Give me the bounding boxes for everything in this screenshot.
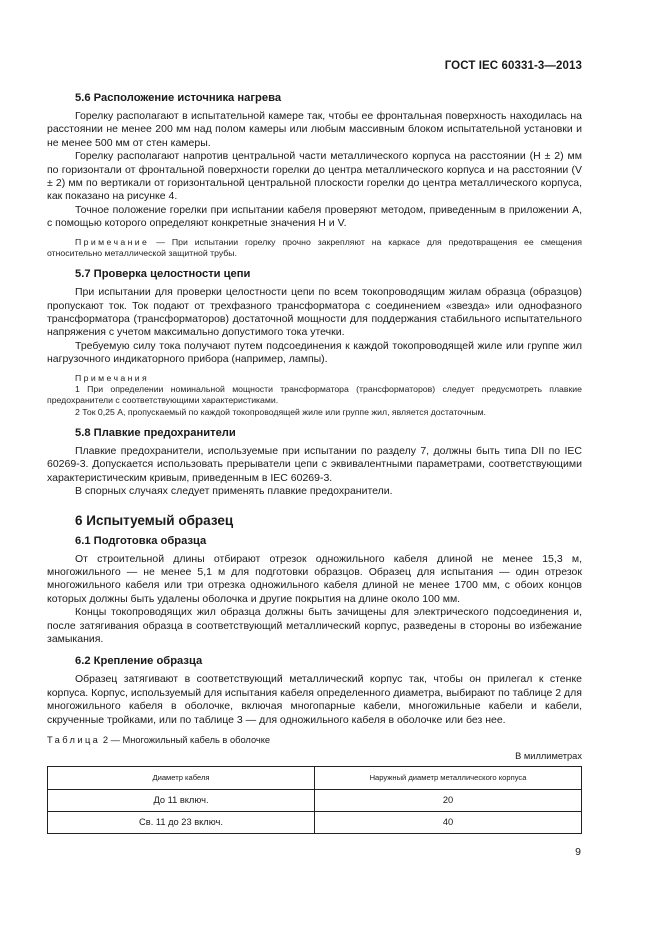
table-2 — [47, 766, 582, 834]
note-1: 1 При определении номинальной мощности трансформатора (трансформаторов) следует предусмотреть плавкие предохранители с соответствующими характеристиками. — [47, 383, 582, 406]
table-row — [48, 789, 582, 811]
column-header: Наружный диаметр металлического корпуса — [315, 766, 582, 789]
heading-5-6: 5.6 Расположение источника нагрева — [75, 92, 282, 104]
table-caption: Таблица 2 — Многожильный кабель в оболочке — [47, 734, 271, 745]
heading-6-1: 6.1 Подготовка образца — [75, 534, 207, 547]
column-header: Диаметр кабеля — [48, 766, 315, 789]
table-cell: 40 — [315, 811, 582, 833]
note — [47, 237, 582, 260]
table-header-row — [48, 766, 582, 789]
paragraph: Горелку располагают напротив центральной части металлического корпуса на расстоянии (H ± 2) мм по горизонтали от фронтальной поверхности горелки до центра металлического корпуса и на расстоянии (V ± 2) мм по вертикали от горизонтальной центральной плоскости горелки до центра металлического корпуса, как показано на рисунке 4. — [47, 150, 582, 203]
note-2: 2 Ток 0,25 А, пропускаемый по каждой токопроводящей жиле или группе жил, является достаточным. — [75, 406, 486, 417]
page-number: 9 — [575, 846, 581, 858]
standard-designation: ГОСТ IEC 60331-3—2013 — [444, 60, 582, 72]
table-unit: В миллиметрах — [515, 750, 582, 761]
paragraph: Концы токопроводящих жил образца должны быть зачищены для электрического подсоединения и, после затягивания образца в соответствующий металлический корпус, разведены в стороны во избежание замыкания. — [47, 606, 582, 645]
paragraph: В спорных случаях следует применять плавкие предохранители. — [75, 485, 393, 498]
heading-6: 6 Испытуемый образец — [75, 512, 234, 528]
paragraph: Горелку располагают в испытательной камере так, чтобы ее фронтальная поверхность находилась на расстоянии не менее 200 мм над полом камеры или любым массивным блоком испытательной установки и не менее 500 мм от стен камеры. — [47, 110, 582, 149]
table-cell: 20 — [315, 789, 582, 811]
paragraph: Образец затягивают в соответствующий металлический корпус так, чтобы он прилегал к стенке корпуса. Корпус, используемый для испытания кабеля определенного диаметра, выбирают по таблице 2 для многожильного кабеля в оболочке, включая многопарные кабели, многожильные кабели и кабели, скрученные тройками, или по таблице 3 — для одножильного кабеля в оболочке или без нее. — [47, 673, 582, 726]
paragraph: От строительной длины отбирают отрезок одножильного кабеля длиной не менее 15,3 м, многожильного — не менее 5,1 м для подготовки образцов. Образец для испытания — один отрезок многожильного кабеля или три отрезка одножильного кабеля длиной не менее 1700 мм, с обоих концов которых должны быть удалены оболочка и другие покрытия на длине около 100 мм. — [47, 552, 582, 605]
heading-5-7: 5.7 Проверка целостности цепи — [75, 268, 251, 281]
notes-label: Примечания — [75, 372, 150, 383]
paragraph: Требуемую силу тока получают путем подсоединения к каждой токопроводящей жиле или группе жил нагрузочного индикаторного прибора (например, лампы). — [47, 339, 582, 366]
paragraph: Плавкие предохранители, используемые при испытании по разделу 7, должны быть типа DII по IEC 60269-3. Допускается использовать прерыватели цепи с эквивалентными параметрами, соответствующими характеристическим кривым, приведенным в IEC 60269-3. — [47, 444, 582, 484]
heading-6-2: 6.2 Крепление образца — [75, 655, 203, 668]
table-row — [48, 811, 582, 833]
page-content — [47, 92, 582, 834]
paragraph: При испытании для проверки целостности цепи по всем токопроводящим жилам образца (образцов) пропускают ток. Ток подают от трехфазного трансформатора с соединением «звезда» или однофазного трансформатора (трансформаторов) достаточной мощности для поддержания стабильного испытательного напряжения с учетом максимально допустимого тока утечки. — [47, 286, 582, 339]
paragraph: Точное положение горелки при испытании кабеля проверяют методом, приведенным в приложении А, с помощью которого определяют конкретные значения H и V. — [47, 203, 582, 230]
note-text: — При испытании горелку прочно закрепляют на каркасе для предотвращения ее смещения относительно металлической защитной трубы. — [47, 236, 582, 258]
table-cell: Св. 11 до 23 включ. — [48, 811, 315, 833]
table-cell: До 11 включ. — [48, 789, 315, 811]
heading-5-8: 5.8 Плавкие предохранители — [75, 426, 236, 439]
note-label: Примечание — [75, 236, 150, 247]
